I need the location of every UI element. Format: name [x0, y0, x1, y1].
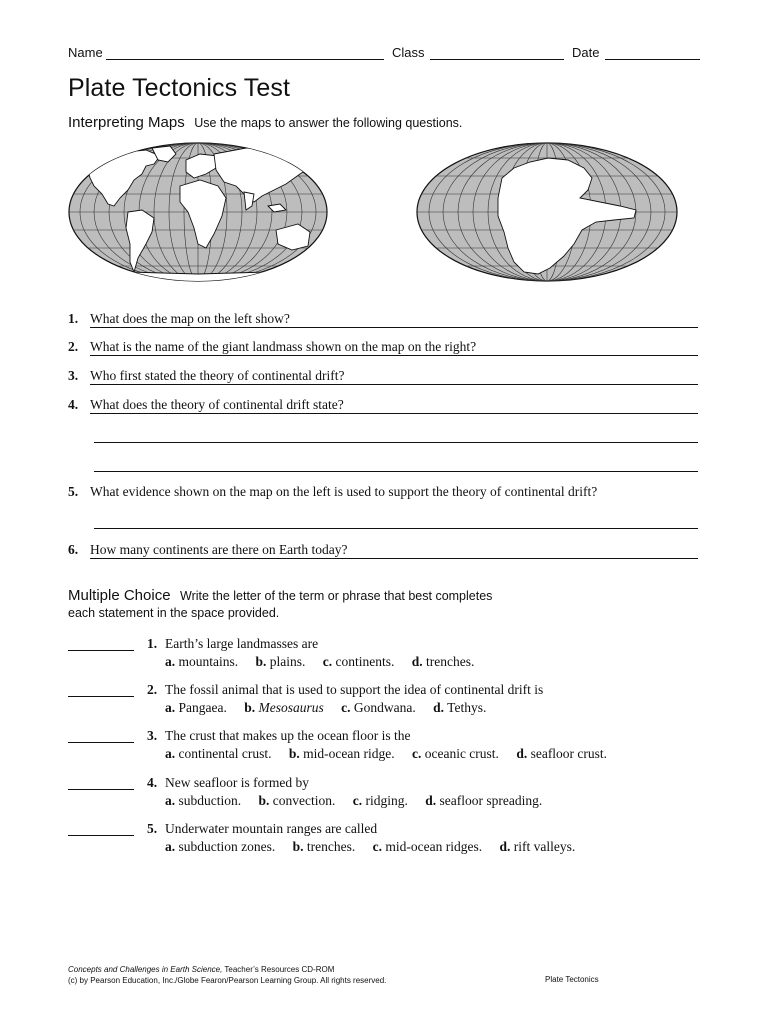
- option-d: d. rift valleys.: [499, 839, 576, 854]
- item-stem: Underwater mountain ranges are called: [165, 821, 378, 836]
- class-field[interactable]: [430, 59, 564, 60]
- question-text: How many continents are there on Earth today?: [90, 542, 352, 558]
- question-text: What is the name of the giant landmass shown on the map on the right?: [90, 339, 480, 355]
- option-d: d. trenches.: [411, 654, 475, 669]
- question-4: [68, 397, 700, 417]
- question-2: [68, 339, 700, 359]
- option-c: c. continents.: [322, 654, 395, 669]
- section-title: Interpreting Maps: [68, 114, 185, 131]
- item-options: [165, 793, 556, 809]
- footer-credits: [68, 964, 628, 986]
- option-a: a. Pangaea.: [165, 700, 227, 715]
- item-options: [165, 654, 488, 670]
- section-title: Multiple Choice: [68, 587, 171, 604]
- answer-line[interactable]: [90, 413, 698, 414]
- option-b: b. Mesosaurus: [244, 700, 324, 715]
- footer-book-title: Concepts and Challenges in Earth Science,: [68, 965, 223, 974]
- item-number: 1.: [147, 636, 158, 651]
- answer-blank[interactable]: [68, 835, 134, 836]
- footer-chapter: Plate Tectonics: [545, 975, 599, 984]
- question-number: 4.: [68, 397, 79, 412]
- name-field[interactable]: [106, 59, 384, 60]
- item-stem: Earth’s large landmasses are: [165, 636, 319, 651]
- answer-blank[interactable]: [68, 696, 134, 697]
- option-c: c. mid-ocean ridges.: [372, 839, 483, 854]
- student-info-row: [68, 44, 700, 64]
- question-6: [68, 542, 700, 562]
- option-d: d. seafloor crust.: [516, 746, 608, 761]
- date-field[interactable]: [605, 59, 700, 60]
- question-number: 6.: [68, 542, 79, 557]
- option-c: c. Gondwana.: [341, 700, 416, 715]
- answer-blank[interactable]: [68, 742, 134, 743]
- question-number: 5.: [68, 484, 79, 499]
- item-options: [165, 839, 589, 855]
- option-b: b. convection.: [258, 793, 336, 808]
- question-number: 1.: [68, 311, 79, 326]
- answer-line[interactable]: [94, 528, 698, 529]
- item-stem: The crust that makes up the ocean floor is the: [165, 728, 411, 743]
- item-options: [165, 700, 500, 716]
- option-a: a. continental crust.: [165, 746, 272, 761]
- footer-resource: Teacher’s Resources CD-ROM: [224, 965, 335, 974]
- question-text: Who first stated the theory of continental drift?: [90, 368, 349, 384]
- option-d: d. Tethys.: [433, 700, 487, 715]
- mc-item-5: [68, 821, 700, 861]
- item-number: 3.: [147, 728, 158, 743]
- answer-blank[interactable]: [68, 789, 134, 790]
- option-a: a. subduction.: [165, 793, 242, 808]
- option-b: b. plains.: [255, 654, 306, 669]
- pangaea-map: [408, 140, 688, 290]
- mc-item-1: [68, 636, 700, 676]
- item-number: 5.: [147, 821, 158, 836]
- section-instructions: Use the maps to answer the following questions.: [194, 116, 463, 130]
- maps-figure: [68, 140, 688, 290]
- answer-line[interactable]: [94, 471, 698, 472]
- question-1: [68, 311, 700, 331]
- mc-item-4: [68, 775, 700, 815]
- answer-line[interactable]: [90, 558, 698, 559]
- section-interpreting-maps-header: [68, 114, 462, 132]
- answer-line[interactable]: [90, 355, 698, 356]
- page-title: Plate Tectonics Test: [68, 74, 291, 102]
- date-label: Date: [572, 45, 600, 60]
- item-options: [165, 746, 621, 762]
- option-c: c. oceanic crust.: [411, 746, 499, 761]
- question-text: What evidence shown on the map on the left is used to support the theory of continental drift?: [90, 484, 601, 500]
- answer-blank[interactable]: [68, 650, 134, 651]
- class-label: Class: [392, 45, 425, 60]
- option-b: b. mid-ocean ridge.: [288, 746, 395, 761]
- question-5: [68, 484, 700, 504]
- mc-item-2: [68, 682, 700, 722]
- question-number: 3.: [68, 368, 79, 383]
- answer-line[interactable]: [90, 327, 698, 328]
- item-stem: The fossil animal that is used to support the idea of continental drift is: [165, 682, 544, 697]
- footer-copyright: (c) by Pearson Education, Inc./Globe Fearon/Pearson Learning Group. All rights reserved.: [68, 976, 387, 985]
- item-number: 4.: [147, 775, 158, 790]
- name-label: Name: [68, 45, 103, 60]
- item-number: 2.: [147, 682, 158, 697]
- question-text: What does the map on the left show?: [90, 311, 294, 327]
- question-number: 2.: [68, 339, 79, 354]
- world-map-present-day: [68, 140, 328, 290]
- option-c: c. ridging.: [352, 793, 408, 808]
- mc-item-3: [68, 728, 700, 768]
- answer-line[interactable]: [94, 442, 698, 443]
- option-d: d. seafloor spreading.: [425, 793, 543, 808]
- item-stem: New seafloor is formed by: [165, 775, 309, 790]
- section-multiple-choice-header: [68, 587, 628, 620]
- section-instructions: Write the letter of the term or phrase that best completes: [180, 589, 493, 603]
- answer-line[interactable]: [90, 384, 698, 385]
- question-text: What does the theory of continental drift state?: [90, 397, 348, 413]
- option-a: a. mountains.: [165, 654, 239, 669]
- section-instructions-continued: each statement in the space provided.: [68, 606, 280, 620]
- question-3: [68, 368, 700, 388]
- option-a: a. subduction zones.: [165, 839, 276, 854]
- option-b: b. trenches.: [292, 839, 356, 854]
